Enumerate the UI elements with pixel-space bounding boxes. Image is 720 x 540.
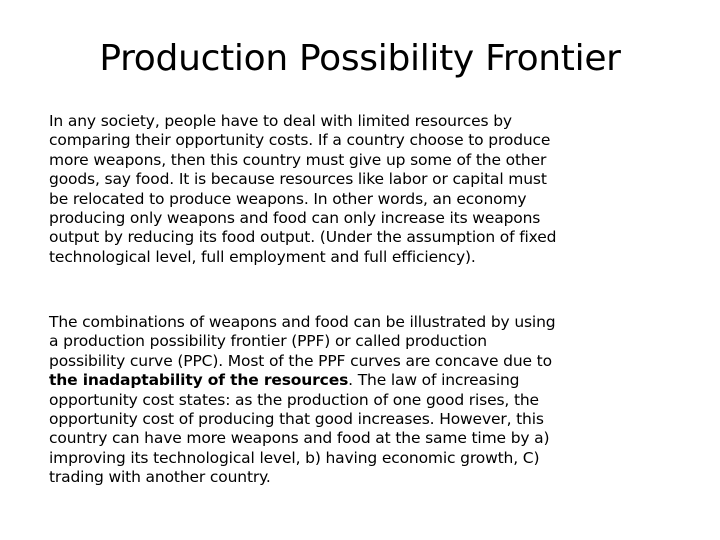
text-line: In any society, people have to deal with limited resources by bbox=[49, 112, 512, 130]
text-line bbox=[49, 371, 661, 390]
text-line: comparing their opportunity costs. If a country choose to produce bbox=[49, 131, 551, 150]
paragraph-ppf-curve bbox=[49, 313, 661, 488]
text-line: The combinations of weapons and food can be illustrated by using bbox=[49, 313, 556, 331]
text-line: opportunity cost of producing that good increases. However, this bbox=[49, 410, 544, 429]
text-line: improving its technological level, b) having economic growth, C) bbox=[49, 448, 540, 467]
text-line: possibility curve (PPC). Most of the PPF curves are concave due to bbox=[49, 351, 552, 370]
text-line: country can have more weapons and food at the same time by a) bbox=[49, 429, 550, 448]
text-fragment: . The law of increasing bbox=[348, 371, 520, 390]
text-line: producing only weapons and food can only increase its weapons bbox=[49, 209, 541, 228]
text-line: be relocated to produce weapons. In other words, an economy bbox=[49, 189, 527, 208]
paragraph-opportunity-cost bbox=[49, 112, 661, 267]
slide-title: Production Possibility Frontier bbox=[99, 38, 621, 79]
text-line: trading with another country. bbox=[49, 468, 271, 487]
text-line: more weapons, then this country must give up some of the other bbox=[49, 150, 547, 169]
text-line: opportunity cost states: as the production of one good rises, the bbox=[49, 390, 539, 409]
text-line: a production possibility frontier (PPF) or called production bbox=[49, 332, 487, 351]
text-line: technological level, full employment and full efficiency). bbox=[49, 247, 476, 266]
text-line: output by reducing its food output. (Under the assumption of fixed bbox=[49, 228, 557, 247]
text-line: goods, say food. It is because resources like labor or capital must bbox=[49, 170, 547, 189]
emphasis-text: the inadaptability of the resources bbox=[49, 371, 349, 390]
